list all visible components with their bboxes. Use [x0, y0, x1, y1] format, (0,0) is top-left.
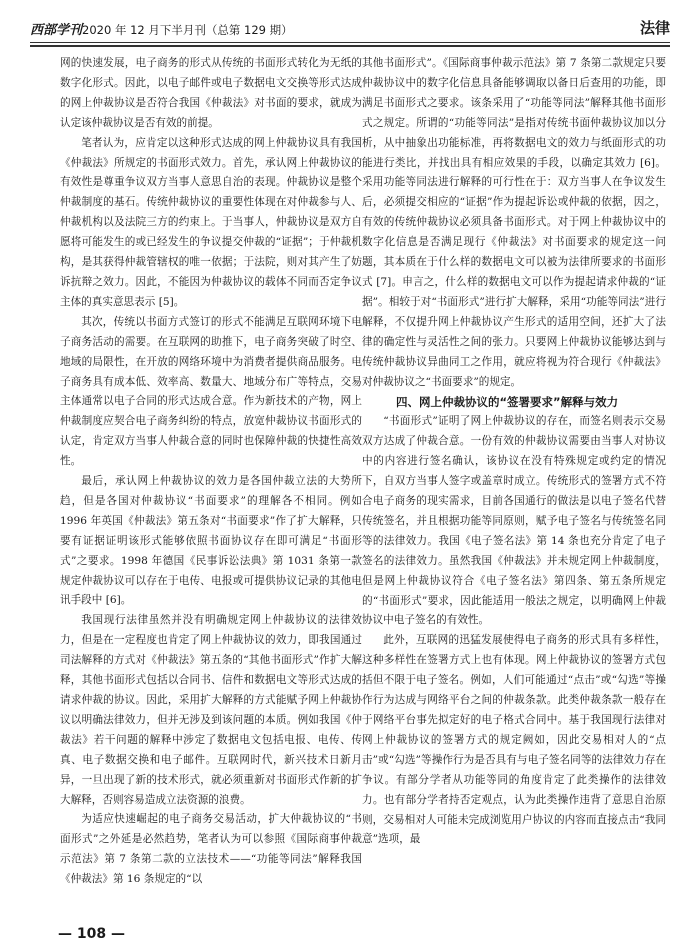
paragraph: 网的快速发展，电子商务的形式从传统的书面形式转化为无纸的数字化形式。因此，以电子邮件或电子数据电文交换等形式达成的网上仲裁协议是否符合我国《仲裁法》对书面的要求，就成为认定该仲裁协议是否有效的前提。 [60, 57, 362, 129]
header-rule-thin [30, 42, 670, 43]
paragraph: 最后，承认网上仲裁协议的效力是各国仲裁立法的大势所趋，但是各国对仲裁协议“书面要求”的理解各不相同。例如 1996 年英国《仲裁法》第五条对“书面要求”作了扩大解释，只要有证据证明该形式能够依照书面协议存在即可满足“书面形式”之要求。1998 年德国《民事诉讼法典》第 1031 条第一款规定仲裁协议可以存在于电传、电报或可提供协议记录的其他电讯手段中 [6]。 [60, 475, 362, 607]
paragraph: 为适应快速崛起的电子商务交易活动，扩大仲裁协议的“书面形式”之外延是必然趋势，笔者认为可以参照《国际商事仲裁示范法》第 7 条第二款的立法技术——“功能等同法”解释我国《仲裁法》第 16 条规定的“以 [60, 813, 362, 886]
section-title: 法律 [639, 19, 670, 37]
header-left [30, 19, 293, 38]
running-header [30, 14, 670, 38]
issue-info: 2020 年 12 月下半月刊（总第 129 期） [82, 23, 293, 37]
left-column [60, 54, 362, 902]
right-column [362, 54, 666, 902]
paragraph: 其次，传统以书面方式签订的形式不能满足互联网环境下电子商务活动的需要。在互联网的助推下，电子商务突破了时空、地域的局限性，在开放的网络环境中为消费者提供商品服务。电子商务具有成本低、效率高、数量大、地域分布广等特点，交易主体通常以电子合同的形式达成合意。作为新技术的产物，网上仲裁制度应契合电子商务纠纷的特点，放宽仲裁协议书面形式的认定，肯定双方当事人仲裁合意的同时也保障仲裁的快捷性高效性。 [60, 315, 362, 468]
paragraph: 其他书面形式”。《国际商事仲裁示范法》第 7 条第二款规定只要仲裁协议中的数字化信息具备能够调取以备日后查用的功能，即满足书面形式之要求。该条采用了“功能等同法”解释其他书面形式之规定。所谓的“功能等同法”是指对传统书面仲裁协议加以分析，从中抽象出功能标准，再将数据电文的效力与纸面形式的功能进行类比，并找出具有相应效果的手段，以确定其效力 [6]。采用功能等同法进行解释的可行性在于：双方当事人在争议发生后，必须提交相应的“证据”作为提起诉讼或仲裁的依据，因之，有效的传统仲裁协议必须具备书面形式。对于网上仲裁协议中的数字化信息是否满足现行《仲裁法》对书面要求的规定这一问题，其本质在于什么样的数据电文可以被为法律所要求的书面形式 [7]。申言之，什么样的数据电文可以作为提起请求仲裁的“证据”。相较于对“书面形式”进行扩大解释，采用“功能等同法”进行解释，不仅提升网上仲裁协议产生形式的适用空间，还扩大了法律的确定性与灵活性之间的张力。只要网上仲裁协议能够达到与传统仲裁协议异曲同工之作用，就应将视为符合现行《仲裁法》对仲裁协议之“书面要求”的规定。 [362, 57, 666, 388]
page-number: — 108 — [58, 926, 125, 942]
section-heading: 四、网上仲裁协议的“签署要求”解释与效力 [396, 395, 619, 410]
paragraph: “书面形式”证明了网上仲裁协议的存在，而签名则表示交易双方达成了仲裁合意。一份有效的仲裁协议需要由当事人对协议中的内容进行签名确认，该协议在没有特殊规定或约定的情况下，自双方当事人签字或盖章时成立。传统形式的签署方式不符合电子商务的现实需求，目前各国通行的做法是以电子签名代替传统签名，并且根据功能等同原则，赋予电子签名与传统签名同等的法律效力。我国《电子签名法》第 14 条也充分肯定了电子签名的法律效力。虽然我国《仲裁法》并未规定网上仲裁制度，但是网上仲裁协议符合《电子签名法》第四条、第五条所规定的“书面形式”要求，因此能适用一般法之规定，以明确网上仲裁协议中电子签名的有效性。 [362, 415, 666, 627]
header-rule-thick [30, 45, 670, 47]
journal-title: 西部学刊 [30, 23, 83, 38]
paragraph: 我国现行法律虽然并没有明确规定网上仲裁协议的法律效力，但是在一定程度也肯定了网上仲裁协议的效力，即我国通过司法解释的方式对《仲裁法》第五条的“其他书面形式”作扩大解释，其他书面形式包括以合同书、信件和数据电文等形式达成的请求仲裁的协议。因此，采用扩大解释的方式能赋予网上仲裁协议以明确法律效力，但并无涉及到该问题的本质。例如我国《仲裁法》若干问题的解释中涉定了数据电文包括电报、电传、传真、电子数据交换和电子邮件。互联网时代，新兴技术日新月异，一旦出现了新的技术形式，就必须重新对书面形式作新的扩大解释，否则容易造成立法资源的浪费。 [60, 614, 362, 806]
paragraph: 笔者认为，应肯定以这种形式达成的网上仲裁协议具有我国《仲裁法》所规定的书面形式效力。首先，承认网上仲裁协议的有效性是尊重争议双方当事人意思自治的表现。仲裁协议是整个仲裁制度的基石。传统仲裁协议的重要性体现在对仲裁参与人、仲裁机构以及法院三方的约束上。于当事人，仲裁协议是双方自愿将可能发生的或已经发生的争议提交仲裁的“证据”；于仲裁机构，是其获得仲裁管辖权的唯一依据；于法院，则对其产生了妨诉抗辩之效力。因此，不能因为仲裁协议的载体不同而否定争议主体的真实意思表示 [5]。 [60, 136, 362, 308]
paragraph: 此外，互联网的迅猛发展使得电子商务的形式具有多样性，这种多样性在签署方式上也有体现。网上仲裁协议的签署方式包括但不限于电子签名。例如，人们可能通过“点击”或“勾选”等操作行为达成与网络平台之间的仲裁条款。此类仲裁条款一般存在于网络平台事先拟定好的电子格式合同中。基于我国现行法律对网上仲裁协议的签署方式的规定阙如，因此交易相对人的“点击”或“勾选”等操作行为是否具有与电子签名同等的法律效力存在争议。有部分学者从功能等同的角度肯定了此类操作的法律效力。也有部分学者持否定观点，认为此类操作违背了意思自治原则，交易相对人可能未完成浏览用户协议的内容而直接点击“我同意”选项，最 [362, 634, 666, 846]
